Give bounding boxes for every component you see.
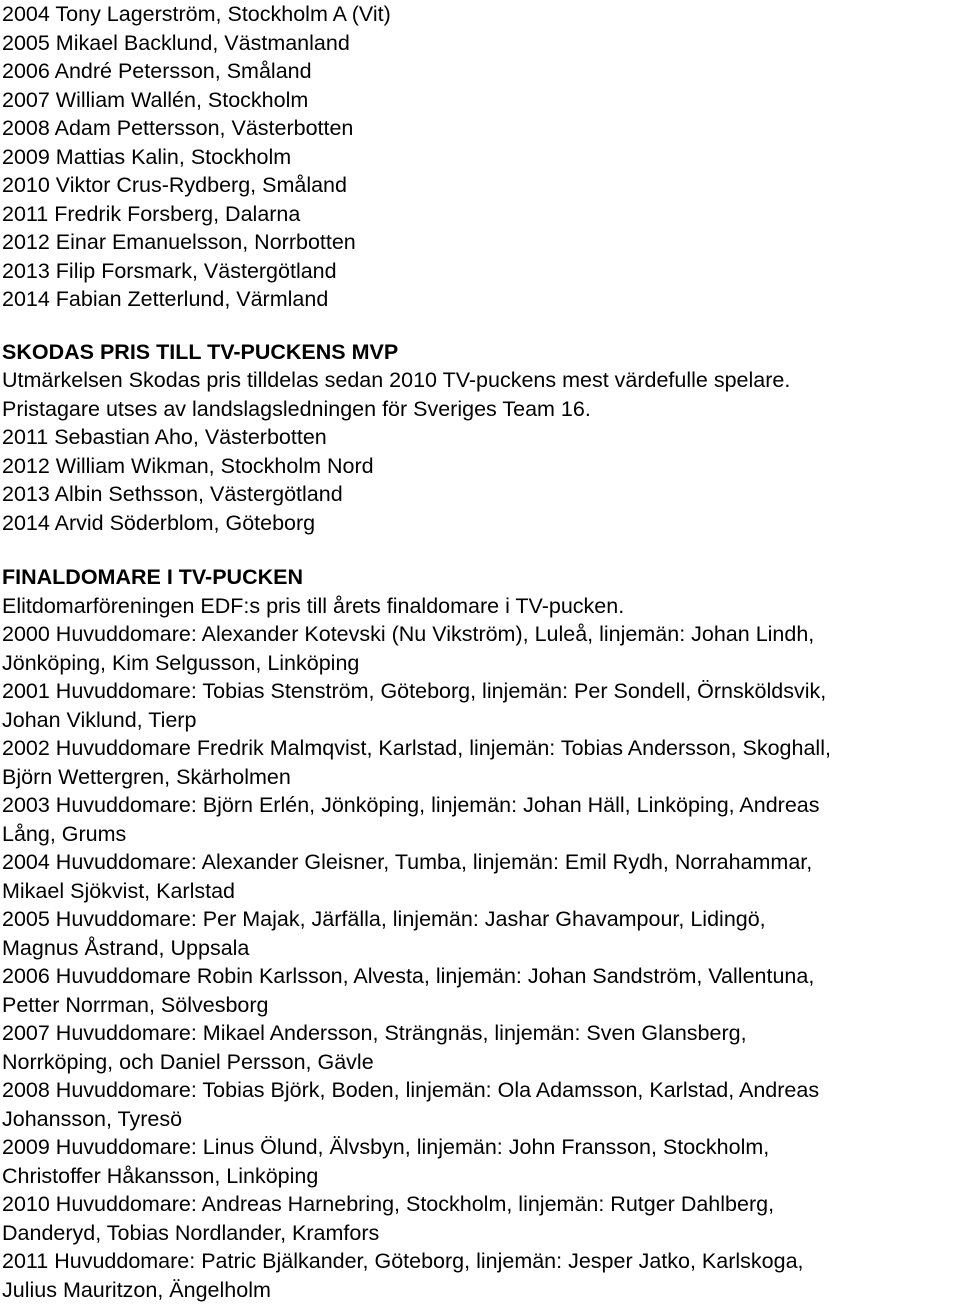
list-item-continuation: Lång, Grums [2,821,127,846]
section-heading: FINALDOMARE I TV-PUCKEN [2,565,303,589]
list-item: 2003 Huvuddomare: Björn Erlén, Jönköping, linjemän: Johan Häll, Linköping, Andreas [2,793,820,817]
list-item: 2004 Tony Lagerström, Stockholm A (Vit) [2,2,391,26]
list-item-continuation: Norrköping, och Daniel Persson, Gävle [2,1049,374,1074]
section-intro: Utmärkelsen Skodas pris tilldelas sedan 2010 TV-puckens mest värdefulle spelare. [2,368,791,392]
referee-section [0,563,960,1304]
list-item-continuation: Jönköping, Kim Selgusson, Linköping [2,650,360,675]
list-item: 2014 Fabian Zetterlund, Värmland [2,287,329,311]
list-item: 2011 Sebastian Aho, Västerbotten [2,425,327,449]
list-item: 2001 Huvuddomare: Tobias Stenström, Göteborg, linjemän: Per Sondell, Örnsköldsvik, [2,679,827,703]
list-item: 2013 Albin Sethsson, Västergötland [2,482,343,506]
list-item: 2005 Mikael Backlund, Västmanland [2,30,350,55]
list-item-continuation: Björn Wettergren, Skärholmen [2,764,291,789]
list-item: 2010 Viktor Crus-Rydberg, Småland [2,173,347,197]
list-item: 2007 William Wallén, Stockholm [2,87,309,112]
list-item: 2011 Fredrik Forsberg, Dalarna [2,201,301,226]
list-item: 2012 William Wikman, Stockholm Nord [2,453,374,478]
list-item-continuation: Magnus Åstrand, Uppsala [2,935,250,960]
list-item: 2014 Arvid Söderblom, Göteborg [2,510,316,535]
list-item: 2011 Huvuddomare: Patric Bjälkander, Göteborg, linjemän: Jesper Jatko, Karlskoga, [2,1249,804,1273]
list-item: 2000 Huvuddomare: Alexander Kotevski (Nu Vikström), Luleå, linjemän: Johan Lindh, [2,622,815,646]
list-item: 2006 Huvuddomare Robin Karlsson, Alvesta, linjemän: Johan Sandström, Vallentuna, [2,964,815,988]
list-item: 2004 Huvuddomare: Alexander Gleisner, Tumba, linjemän: Emil Rydh, Norrahammar, [2,850,813,874]
winners-list [0,0,960,314]
list-item: 2008 Huvuddomare: Tobias Björk, Boden, linjemän: Ola Adamsson, Karlstad, Andreas [2,1078,820,1102]
section-intro: Elitdomarföreningen EDF:s pris till årets finaldomare i TV-pucken. [2,593,625,618]
list-item: 2007 Huvuddomare: Mikael Andersson, Strängnäs, linjemän: Sven Glansberg, [2,1021,747,1045]
list-item-continuation: Christoffer Håkansson, Linköping [2,1163,319,1188]
section-heading: SKODAS PRIS TILL TV-PUCKENS MVP [2,339,399,364]
section-spacer [0,537,960,563]
list-item: 2012 Einar Emanuelsson, Norrbotten [2,230,356,254]
list-item-continuation: Johan Viklund, Tierp [2,707,197,732]
list-item: 2009 Huvuddomare: Linus Ölund, Älvsbyn, linjemän: John Fransson, Stockholm, [2,1135,770,1159]
list-item: 2008 Adam Pettersson, Västerbotten [2,116,354,140]
list-item: 2010 Huvuddomare: Andreas Harnebring, Stockholm, linjemän: Rutger Dahlberg, [2,1192,775,1216]
list-item: 2009 Mattias Kalin, Stockholm [2,144,292,169]
section-spacer [0,314,960,338]
list-item: 2013 Filip Forsmark, Västergötland [2,258,337,283]
list-item-continuation: Mikael Sjökvist, Karlstad [2,878,235,903]
list-item: 2006 André Petersson, Småland [2,59,312,83]
list-item: 2002 Huvuddomare Fredrik Malmqvist, Karlstad, linjemän: Tobias Andersson, Skoghall, [2,736,831,760]
list-item-continuation: Petter Norrman, Sölvesborg [2,992,269,1017]
list-item: 2005 Huvuddomare: Per Majak, Järfälla, linjemän: Jashar Ghavampour, Lidingö, [2,907,766,931]
list-item-continuation: Danderyd, Tobias Nordlander, Kramfors [2,1220,380,1245]
section-intro: Pristagare utses av landslagsledningen för Sveriges Team 16. [2,396,591,421]
mvp-section [0,338,960,538]
list-item-continuation: Julius Mauritzon, Ängelholm [2,1277,271,1302]
list-item-continuation: Johansson, Tyresö [2,1106,183,1131]
